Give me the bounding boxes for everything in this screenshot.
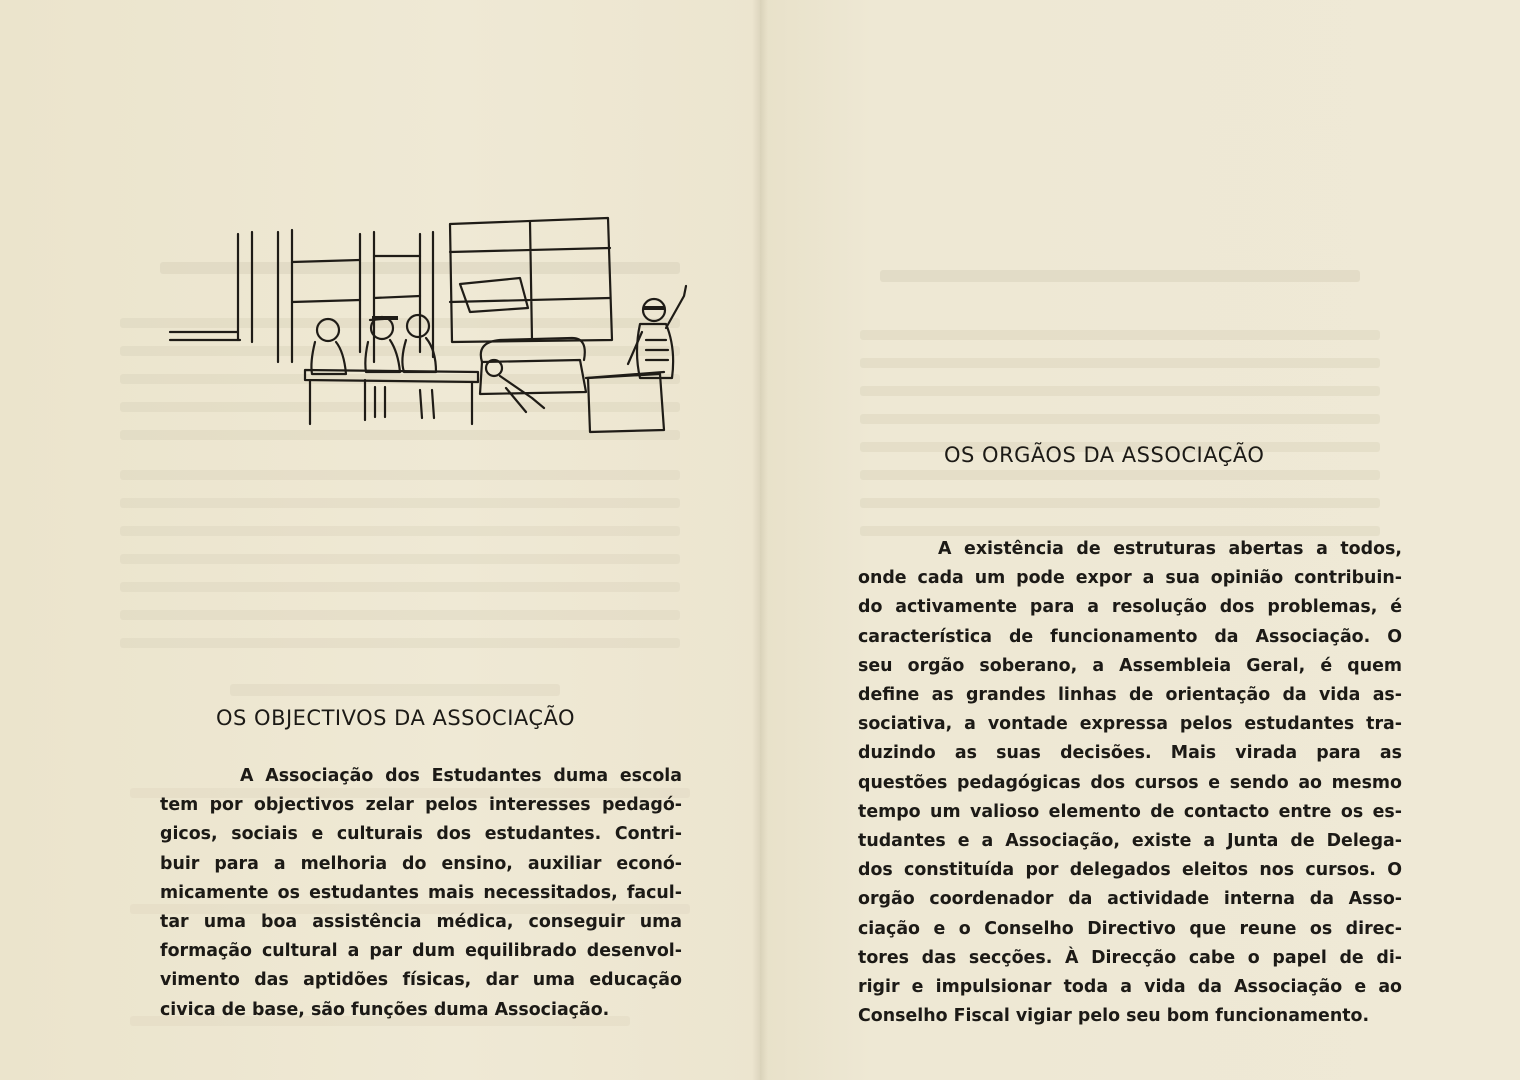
paragraph-line: tempo um valioso elemento de contacto entre os es-: [858, 801, 1402, 822]
paragraph-line: tores das secções. À Direcção cabe o papel de di-: [858, 947, 1402, 968]
paragraph-line: tar uma boa assistência médica, conseguir uma: [160, 912, 682, 933]
paragraph-line: sociativa, a vontade expressa pelos estudantes tra-: [858, 714, 1402, 735]
right-paragraph: [858, 535, 1402, 1031]
paragraph-line: tudantes e a Associação, existe a Junta de Delega-: [858, 831, 1402, 852]
paragraph-line: onde cada um pode expor a sua opinião contribuin-: [858, 568, 1402, 589]
paragraph-line: A existência de estruturas abertas a todos,: [938, 539, 1402, 559]
paragraph-line: característica de funcionamento da Associação. O: [858, 626, 1402, 647]
left-heading: OS OBJECTIVOS DA ASSOCIAÇÃO: [216, 706, 576, 730]
paragraph-line: vimento das aptidões físicas, dar uma educação: [160, 970, 682, 991]
paragraph-line: civica de base, são funções duma Associação.: [160, 999, 610, 1020]
paragraph-line: questões pedagógicas dos cursos e sendo ao mesmo: [858, 772, 1402, 793]
paragraph-line: do activamente para a resolução dos problemas, é: [858, 597, 1402, 618]
paragraph-line: tem por objectivos zelar pelos interesses pedagó-: [160, 795, 682, 816]
paragraph-line: seu orgão soberano, a Assembleia Geral, é quem: [858, 655, 1402, 676]
paragraph-line: dos constituída por delegados eleitos nos cursos. O: [858, 860, 1402, 881]
paragraph-line: gicos, sociais e culturais dos estudantes. Contri-: [160, 824, 682, 845]
left-paragraph: [160, 762, 682, 1025]
paragraph-line: micamente os estudantes mais necessitados, facul-: [160, 882, 682, 903]
meeting-illustration: [160, 212, 700, 442]
paragraph-line: buir para a melhoria do ensino, auxiliar econó-: [160, 853, 682, 874]
paragraph-line: rigir e impulsionar toda a vida da Associação e ao: [858, 977, 1402, 998]
paragraph-line: Conselho Fiscal vigiar pelo seu bom funcionamento.: [858, 1006, 1370, 1027]
paragraph-line: duzindo as suas decisões. Mais virada para as: [858, 743, 1402, 764]
paragraph-line: formação cultural a par dum equilibrado desenvol-: [160, 941, 682, 962]
paragraph-line: A Associação dos Estudantes duma escola: [240, 766, 682, 786]
paragraph-line: orgão coordenador da actividade interna da Asso-: [858, 889, 1402, 910]
right-heading: OS ORGÃOS DA ASSOCIAÇÃO: [944, 443, 1265, 467]
paragraph-line: ciação e o Conselho Directivo que reune os direc-: [858, 918, 1402, 939]
paragraph-line: define as grandes linhas de orientação da vida as-: [858, 685, 1402, 706]
